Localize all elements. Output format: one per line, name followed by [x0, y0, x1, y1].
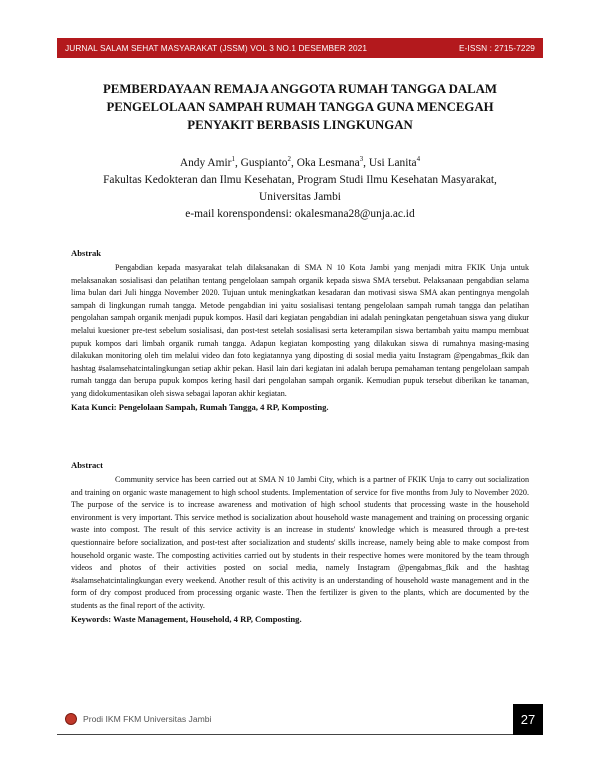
title-line: PEMBERDAYAAN REMAJA ANGGOTA RUMAH TANGGA DALAM [102, 82, 497, 96]
author-block [57, 151, 543, 223]
abstrak-heading: Abstrak [71, 248, 102, 258]
issn: E-ISSN : 2715-7229 [458, 43, 535, 53]
page-number: 27 [513, 704, 543, 735]
affiliation: Fakultas Kedokteran dan Ilmu Kesehatan, Program Studi Ilmu Kesehatan Masyarakat, [103, 173, 497, 186]
abstract-body: Community service has been carried out at SMA N 10 Jambi City, which is a partner of FKIK Unja to carry out socialization and training on organic waste management to high school students. Implementation of service for five months from July to November 2020. The purpose of the service is to increase awareness and motivation of high school students that processing waste in the household environment is very important. This service method is socialization about household waste management and training on processing organic waste into compost. The result of this service activity is an increase in students' knowledge which is measured through a pre-test questionnaire before socialization, and post-test after socialization and students' skills increase, namely being able to make compost from household organic waste. The composting activities carried out by students in their respective homes were monitored by the team through videos and photos of their activities posted on social media, namely Instagram @pengabmas_fkik and the hashtag #salamsehatcintalingkungan every weekend. Another result of this activity is an understanding of household waste management and in the form of dry compost produced from processing organic waste. Then the fertilizer is given to the plants, which are documented by the students as the final report of the activity. [71, 475, 529, 610]
kata-kunci: Kata Kunci: Pengelolaan Sampah, Rumah Tangga, 4 RP, Komposting. [71, 401, 329, 412]
title-line: PENYAKIT BERBASIS LINGKUNGAN [187, 118, 413, 132]
affiliation-university: Universitas Jambi [259, 190, 341, 203]
abstract-heading: Abstract [71, 460, 103, 470]
author-sup: 2 [287, 155, 291, 163]
footer-divider [57, 734, 543, 735]
author-name: Guspianto [240, 156, 288, 169]
author-sup: 3 [359, 155, 364, 163]
footer-text: Prodi IKM FKM Universitas Jambi [83, 714, 212, 724]
author-name: Andy Amir [179, 156, 232, 169]
abstract-section [71, 474, 529, 625]
abstrak-section [71, 262, 529, 413]
author-sup: 4 [416, 155, 421, 163]
title-line: PENGELOLAAN SAMPAH RUMAH TANGGA GUNA MENCEGAH [106, 100, 494, 114]
university-logo-icon [65, 713, 77, 725]
author-name: Oka Lesmana [296, 156, 360, 169]
paper-title [57, 80, 543, 134]
journal-header-bar [57, 38, 543, 58]
journal-name: JURNAL SALAM SEHAT MASYARAKAT (JSSM) VOL 3 NO.1 DESEMBER 2021 [65, 43, 368, 53]
author-list: Andy Amir$^1$, Guspianto$^2$, Oka Lesmana$^3$, Usi Lanita$^4$ [179, 155, 421, 169]
abstrak-body: Pengabdian kepada masyarakat telah dilaksanakan di SMA N 10 Kota Jambi yang menjadi mitra FKIK Unja untuk melaksanakan sosialisasi dan pelatihan tentang pengelolaan sampah organik kepada siswa SMA tersebut. Pelaksanaan pengabdian selama lima bulan dari Juli hingga November 2020. Tujuan untuk meningkatkan kesadaran dan motivasi siswa SMA akan pentingnya mengolah sampah di lingkungan rumah tangga. Metode pengabdian ini yaitu sosialisasi tentang pengelolaan sampah rumah tangga dan pelatihan pengolahan sampah organik menjadi pupuk kompos. Hasil dari kegiatan pengabdian ini adalah peningkatan pengetahuan siswa yang diukur melalui kuesioner pre-test sebelum sosialisasi, dan post-test setelah sosialisasi serta keterampilan siswa bertambah yaitu mampu membuat pupuk kompos dari limbah organik rumah tangga. Adapun kegiatan komposting yang dilakukan siswa di rumahnya masing-masing dilakukan monitoring oleh tim melalui video dan foto kegiatannya yang diposting di sosial media yaitu Instagram @pengabmas_fkik dan hashtag #salamsehatcintalingkungan setiap akhir pekan. Hasil lain dari kegiatan ini adalah berupa pemahaman tentang pengelolaan sampah rumah tangga dan berupa pupuk kompos kering hasil dari pengolahan sampah organik. Kemudian pupuk tersebut diberikan ke tanaman, yang didokumentasikan oleh siswa sebagai laporan akhir kegiatan. [71, 263, 529, 398]
keywords: Keywords: Waste Management, Household, 4 RP, Composting. [71, 613, 302, 624]
author-name: Usi Lanita [368, 156, 417, 169]
author-sup: 1 [231, 155, 235, 163]
correspondence-email: e-mail korenspondensi: okalesmana28@unja.ac.id [185, 207, 415, 220]
